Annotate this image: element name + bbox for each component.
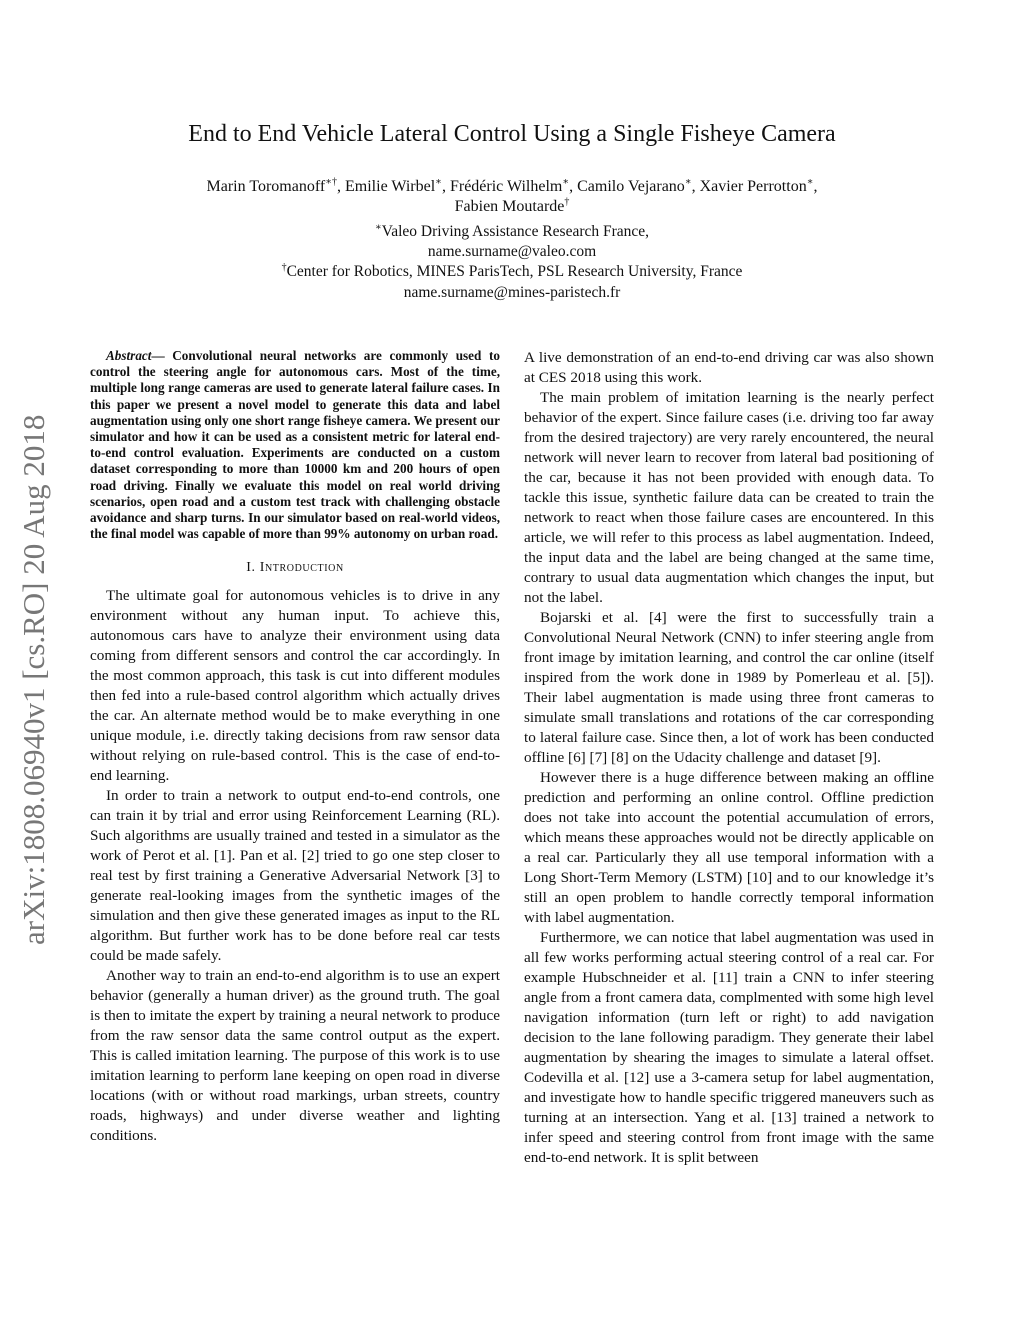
affiliation-email: name.surname@valeo.com bbox=[427, 243, 597, 261]
paper-title: End to End Vehicle Lateral Control Using a Single Fisheye Camera bbox=[188, 121, 836, 147]
right-column bbox=[524, 348, 934, 1168]
affiliation-marker: ∗ bbox=[374, 221, 382, 233]
affiliation-text: Valeo Driving Assistance Research France, bbox=[381, 223, 650, 240]
paragraph: Another way to train an end-to-end algorithm is to use an expert behavior (generally a human driver) as the ground truth. The goal is then to imitate the expert by training a neural network to produce from the raw sensor data the same control output as the expert. This is called imitation learning. The purpose of this work is to use imitation learning to perform lane keeping on open road in diverse locations (with or without road markings, urban streets, country roads, highways) and under diverse weather and lighting conditions. bbox=[90, 967, 500, 1145]
abstract: Abstract— Convolutional neural networks are commonly used to control the steering angle for autonomous cars. Most of the time, multiple long range cameras are used to generate lateral failure cases. In this paper we present a novel model to generate this data and label augmentation using only one short range fisheye camera. We present our simulator and how it can be used as a consistent metric for lateral end-to-end control evaluation. Experiments are conducted on a custom dataset corresponding to more than 10000 km and 200 hours of open road driving. Finally we evaluate this model on real world driving scenarios, open road and a custom test track with challenging obstacle avoidance and sharp turns. In our simulator based on real-world videos, the final model was capable of more than 99% autonomy on urban road. bbox=[90, 348, 500, 542]
affiliation-text: Center for Robotics, MINES ParisTech, PSL Research University, France bbox=[286, 263, 743, 281]
author-name: Frédéric Wilhelm bbox=[449, 178, 563, 195]
affiliations bbox=[110, 222, 914, 303]
author-name: Marin Toromanoff bbox=[206, 178, 326, 195]
author-name: Fabien Moutarde bbox=[454, 198, 565, 215]
paragraph: The ultimate goal for autonomous vehicles is to drive in any environment without any human input. To achieve this, autonomous cars have to analyze their environment using data coming from different sensors and control the car accordingly. In the most common approach, this task is cut into different modules then fed into a rule-based control algorithm which actually drives the car. An alternate method would be to make everything in one unique module, i.e. directly taking decisions from raw sensor data without relying on rule-based control. This is the case of end-to-end learning. bbox=[90, 587, 500, 785]
affiliation-email: name.surname@mines-paristech.fr bbox=[403, 283, 621, 301]
section-heading bbox=[90, 558, 500, 578]
affiliation-line bbox=[110, 262, 914, 282]
author-name: Camilo Vejarano bbox=[577, 178, 685, 195]
section-number: I. bbox=[246, 560, 256, 576]
author-list: Marin Toromanoff∗†, Emilie Wirbel∗, Frédéric Wilhelm∗, Camilo Vejarano∗, Xavier Perrotton∗, Fabien Moutarde† bbox=[206, 176, 818, 215]
author-marker: † bbox=[564, 196, 570, 208]
author-name: Emilie Wirbel bbox=[345, 178, 436, 195]
abstract-text: Convolutional neural networks are commonly used to control the steering angle for autonomous cars. Most of the time, multiple long range cameras are used to generate lateral failure cases. In this paper we present a novel model to generate this data and label augmentation using only one short range fisheye camera. We present our simulator and how it can be used as a consistent metric for lateral end-to-end control evaluation. Experiments are conducted on a custom dataset corresponding to more than 10000 km and 200 hours of open road driving. Finally we evaluate this model on real world driving scenarios, open road and a custom test track with challenging obstacle avoidance and sharp turns. In our simulator based on real-world videos, the final model was capable of more than 99% autonomy on urban road. bbox=[90, 348, 500, 542]
paragraph: The main problem of imitation learning is the nearly perfect behavior of the expert. Since failure cases (i.e. driving too far away from the desired trajectory) are very rarely encountered, the neural network will never learn to recover from lateral bad positioning of the car, because it has not been provided with enough data. To tackle this issue, synthetic failure data can be created to train the network to react when those failure cases are encountered. In this article, we will refer to this process as label augmentation. Indeed, the input data and the label are being changed at the same time, contrary to usual data augmentation which changes the input, but not the label. bbox=[524, 389, 934, 606]
author-name: Xavier Perrotton bbox=[699, 178, 807, 195]
paragraph: Bojarski et al. [4] were the first to successfully train a Convolutional Neural Network (CNN) to infer steering angle from front image by imitation learning, and control the car online (itself inspired from the work done in 1989 by Pomerleau et al. [5]). Their label augmentation is made using three front cameras to simulate small translations and rotations of the car corresponding to lateral failure case. Since then, a lot of work has been conducted offline [6] [7] [8] on the Udacity challenge and dataset [9]. bbox=[524, 609, 934, 766]
paragraph: Furthermore, we can notice that label augmentation was used in all few works performing actual steering control of a real car. For example Hubschneider et al. [11] train a CNN to infer steering angle from a front camera data, complmented with some high level navigation information (turn left or right) to add navigation decision to the lane following paradigm. They generate their label augmentation by shearing the images to simulate a lateral offset. Codevilla et al. [12] use a 3-camera setup for label augmentation, and investigate how to handle specific triggered maneuvers such as turning at an intersection. Yang et al. [13] trained a network to infer speed and steering control from front image with the same end-to-end network. It is split between bbox=[524, 929, 934, 1166]
paragraph: In order to train a network to output end-to-end controls, one can train it by trial and error using Reinforcement Learning (RL). Such algorithms are usually trained and tested in a simulator as the work of Perot et al. [1]. Pan et al. [2] tried to go one step closer to real test by first training a Generative Adversarial Network [3] to generate real-looking images from the synthetic images of the simulation and then give these generated images as input to the RL algorithm. But further work has to be done before real car tests could be made safely. bbox=[90, 787, 500, 965]
author-marker: ∗ bbox=[562, 176, 570, 188]
left-column bbox=[90, 348, 500, 1146]
arxiv-stamp: arXiv:1808.06940v1 [cs.RO] 20 Aug 2018 bbox=[16, 414, 51, 945]
affiliation-marker: † bbox=[281, 262, 287, 274]
paragraph: However there is a huge difference between making an offline prediction and performing an online control. Offline prediction does not take into account the potential accumulation of errors, which means these approaches would not be directly applicable on a real car. Particularly they all use temporal information with a Long Short-Term Memory (LSTM) [10] and to our knowledge it’s still an open problem to handle correctly temporal information with label augmentation. bbox=[524, 769, 934, 926]
affiliation-line bbox=[110, 222, 914, 242]
author-marker: ∗ bbox=[806, 176, 814, 188]
paragraph: A live demonstration of an end-to-end driving car was also shown at CES 2018 using this work. bbox=[524, 349, 934, 386]
author-marker: ∗† bbox=[325, 176, 338, 188]
section-title: Introduction bbox=[259, 560, 344, 576]
author-marker: ∗ bbox=[684, 176, 692, 188]
abstract-lead: Abstract bbox=[106, 348, 152, 363]
author-marker: ∗ bbox=[435, 176, 442, 188]
